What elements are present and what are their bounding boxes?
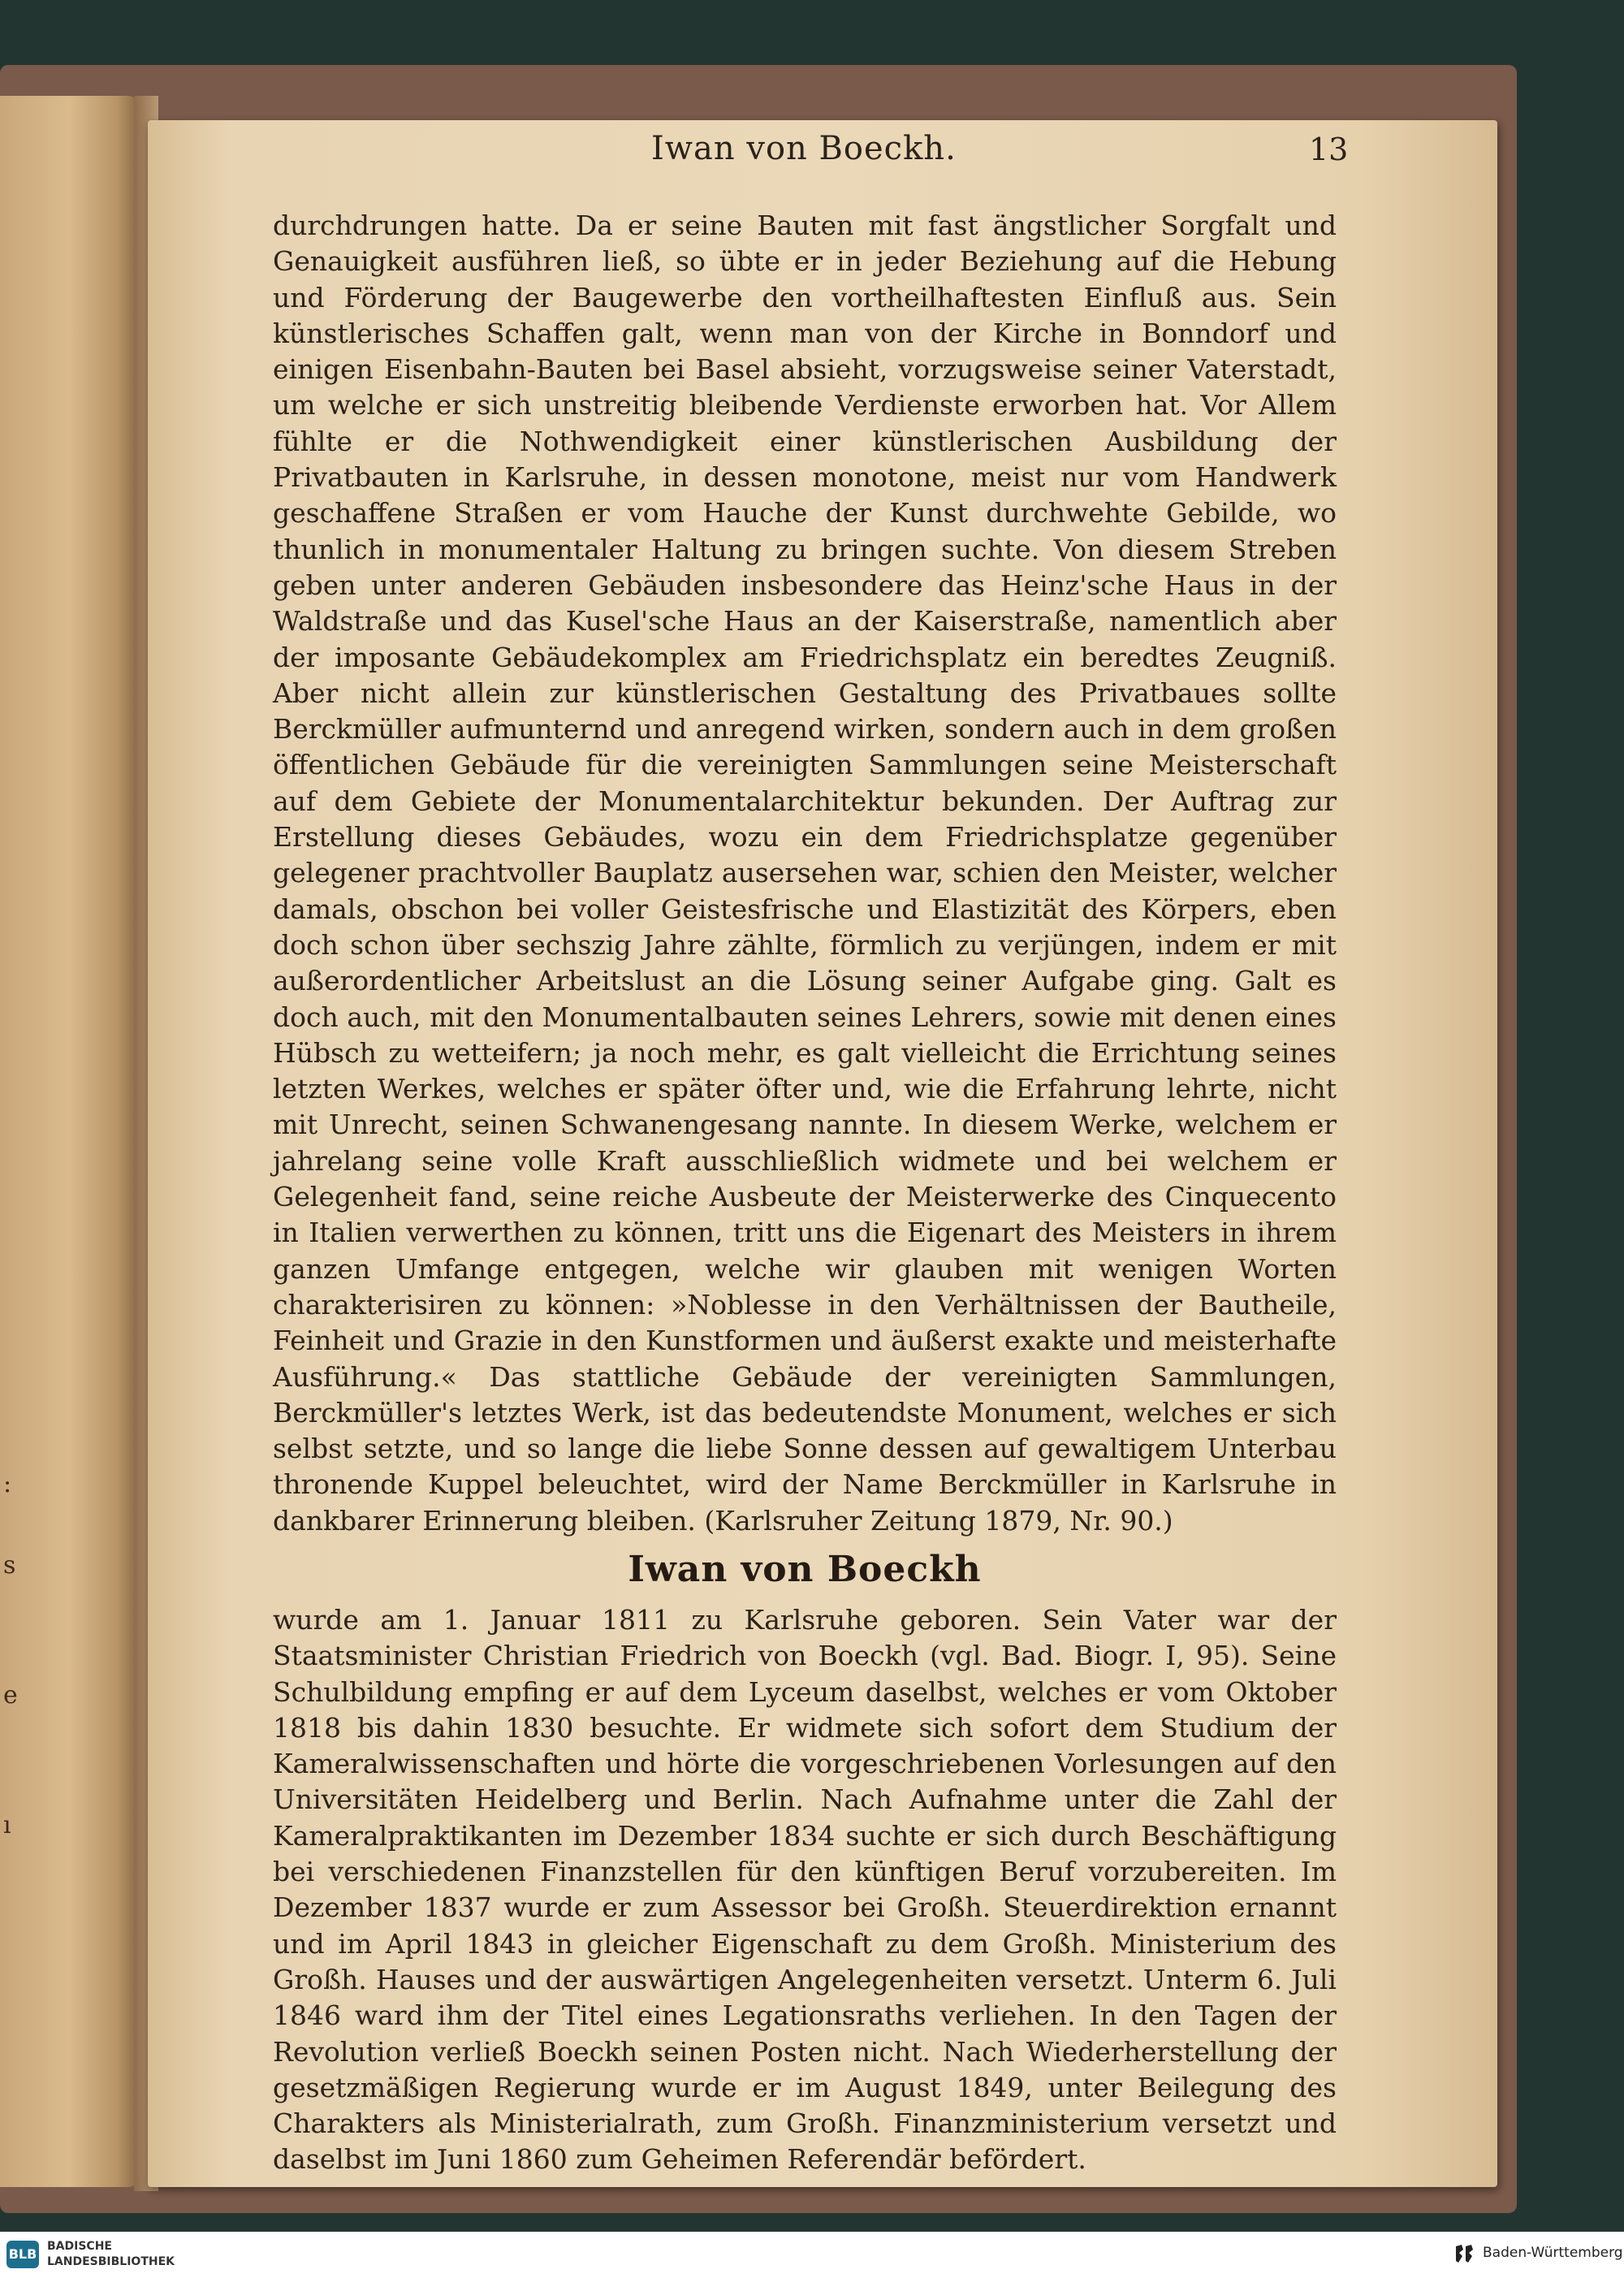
left-page-edge (0, 96, 138, 2187)
footer-bar (0, 2232, 1624, 2278)
running-head-title: Iwan von Boeckh. (651, 130, 957, 167)
paragraph-boeckh: wurde am 1. Januar 1811 zu Karlsruhe geboren. Sein Vater war der Staatsminister Christian Friedrich von Boeckh (vgl. Bad. Biogr. I, 95). Seine Schulbildung empfing er auf dem Lyceum daselbst, welches er vom Oktober 1818 bis dahin 1830 besuchte. Er widmete sich sofort dem Studium der Kameralwissenschaften und hörte die vorgeschriebenen Vorlesungen auf den Universitäten Heidelberg und Berlin. Nach Aufnahme unter die Zahl der Kameralpraktikanten im Dezember 1834 suchte er sich durch Beschäftigung bei verschiedenen Finanzstellen für den künftigen Beruf vorzubereiten. Im Dezember 1837 wurde er zum Assessor bei Großh. Steuerdirektion ernannt und im April 1843 in gleicher Eigenschaft zu dem Großh. Ministerium des Großh. Hauses und der auswärtigen Angelegenheiten versetzt. Unterm 6. Juli 1846 ward ihm der Titel eines Legationsraths verliehen. In den Tagen der Revolution verließ Boeckh seinen Posten nicht. Nach Wiederherstellung der gesetzmäßigen Regierung wurde er im August 1849, unter Beilegung des Charakters als Ministerialrath, zum Großh. Finanzministerium versetzt und daselbst im Juni 1860 zum Geheimen Referendär befördert. (273, 1603, 1337, 2176)
main-text (273, 208, 1337, 2178)
section-title: Iwan von Boeckh (628, 1548, 982, 1590)
library-name-line1: BADISCHE (47, 2240, 112, 2253)
page-number: 13 (1309, 132, 1349, 167)
bw-lions-icon (1453, 2243, 1475, 2266)
left-fragment: e (3, 1681, 18, 1710)
running-head (148, 130, 1497, 179)
left-fragment: s (3, 1551, 16, 1580)
blb-logo: BLB (6, 2241, 39, 2268)
book-page (148, 120, 1497, 2187)
left-fragment: ı (3, 1811, 11, 1839)
paragraph-berckmueller: durchdrungen hatte. Da er seine Bauten mit fast ängstlicher Sorgfalt und Genauigkeit ausführen ließ, so übte er in jeder Beziehung auf die Hebung und Förderung der Baugewerbe den vortheilhaftesten Einfluß aus. Sein künstlerisches Schaffen galt, wenn man von der Kirche in Bonndorf und einigen Eisenbahn-Bauten bei Basel absieht, vorzugsweise seiner Vaterstadt, um welche er sich unstreitig bleibende Verdienste erworben hat. Vor Allem fühlte er die Nothwendigkeit einer künstlerischen Ausbildung der Privatbauten in Karlsruhe, in dessen monotone, meist nur vom Handwerk geschaffene Straßen er vom Hauche der Kunst durchwehte Gebilde, wo thunlich in monumentaler Haltung zu bringen suchte. Von diesem Streben geben unter anderen Gebäuden insbesondere das Heinz'sche Haus in der Waldstraße und das Kusel'sche Haus an der Kaiserstraße, namentlich aber der imposante Gebäudekomplex am Friedrichsplatz ein beredtes Zeugniß. Aber nicht allein zur künstlerischen Gestaltung des Privatbaues sollte Berckmüller aufmunternd und anregend wirken, sondern auch in dem großen öffentlichen Gebäude für die vereinigten Sammlungen seine Meisterschaft auf dem Gebiete der Monumentalarchitektur bekunden. Der Auftrag zur Erstellung dieses Gebäudes, wozu ein dem Friedrichsplatze gegenüber gelegener prachtvoller Bauplatz ausersehen war, schien den Meister, welcher damals, obschon bei voller Geistesfrische und Elastizität des Körpers, eben doch schon über sechszig Jahre zählte, förmlich zu verjüngen, indem er mit außerordentlicher Arbeitslust an die Lösung seiner Aufgabe ging. Galt es doch auch, mit den Monumentalbauten seines Lehrers, sowie mit denen eines Hübsch zu wetteifern; ja noch mehr, es galt vielleicht die Errichtung seines letzten Werkes, welches er später öfter und, wie die Erfahrung lehrte, nicht mit Unrecht, seinen Schwanengesang nannte. In diesem Werke, welchem er jahrelang seine volle Kraft ausschließlich widmete und bei welchem er Gelegenheit fand, seine reiche Ausbeute der Meisterwerke des Cinquecento in Italien verwerthen zu können, tritt uns die Eigenart des Meisters in ihrem ganzen Umfange entgegen, welche wir glauben mit wenigen Worten charakterisiren zu können: »Noblesse in den Verhältnissen der Bautheile, Feinheit und Grazie in den Kunstformen und äußerst exakte und meisterhafte Ausführung.« Das stattliche Gebäude der vereinigten Sammlungen, Berckmüller's letztes Werk, ist das bedeutendste Monument, welches er sich selbst setzte, und so lange die liebe Sonne dessen auf gewaltigem Unterbau thronende Kuppel beleuchtet, wird der Name Berckmüller in Karlsruhe in dankbarer Erinnerung bleiben. (Karlsruher Zeitung 1879, Nr. 90.) (273, 210, 1337, 1537)
bw-label: Baden-Württemberg (1483, 2245, 1623, 2261)
library-name (47, 2239, 175, 2270)
left-fragment: : (3, 1470, 12, 1498)
library-name-line2: LANDESBIBLIOTHEK (47, 2255, 175, 2268)
